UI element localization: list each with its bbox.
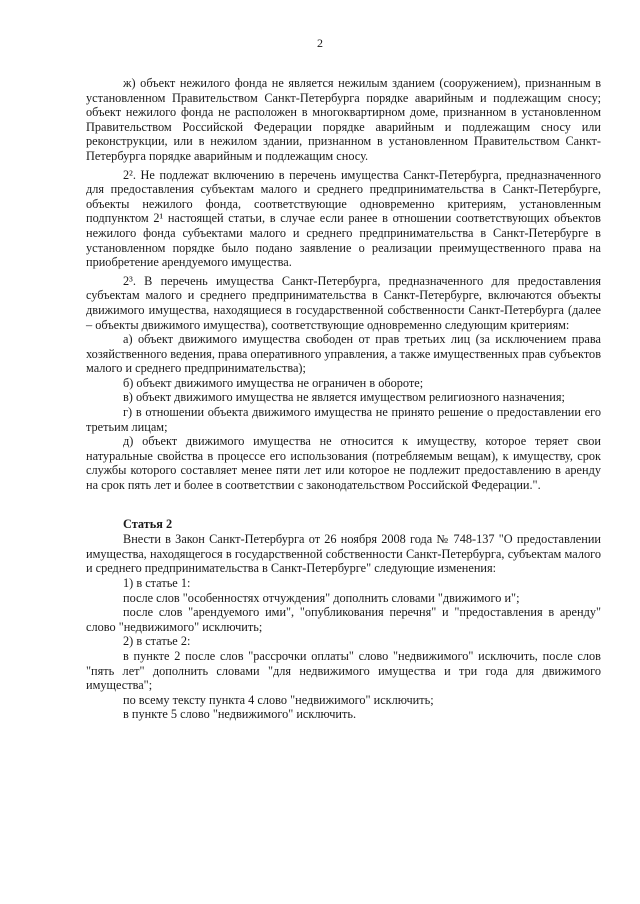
amendment-item-1: 1) в статье 1:: [123, 576, 191, 590]
paragraph-zh: ж) объект нежилого фонда не является нежилым зданием (сооружением), признанным в установленном Правительством Санкт-Петербурга порядке аварийным и подлежащим сносу; объект нежилого фонда не расположен в многоквартирном доме, признанном в установленном Правительством Российской Федерации порядке аварийным и подлежащим сносу или реконструкции, или в нежилом здании, признанном в установленном Правительством Санкт-Петербурга порядке аварийным и подлежащим сносу.: [86, 76, 601, 163]
document-body: [86, 76, 601, 722]
criterion-d: д) объект движимого имущества не относится к имуществу, которое теряет свои натуральные свойства в процессе его использования (потребляемым вещам), к имуществу, срок службы которого составляет менее пяти лет или которое не подлежит предоставлению в аренду на срок пять лет и более в соответствии с законодательством Российской Федерации.".: [86, 434, 601, 493]
amendment-2-a: в пункте 2 после слов "рассрочки оплаты" слово "недвижимого" исключить, после слов "пять лет" дополнить словами "для недвижимого имущества и три года для движимого имущества";: [86, 648, 601, 693]
article-2-intro: Внести в Закон Санкт-Петербурга от 26 ноября 2008 года № 748-137 "О предоставлении имущества, находящегося в государственной собственности Санкт-Петербурга, субъектам малого и среднего предпринимательства в Санкт-Петербурге" следующие изменения:: [86, 532, 601, 576]
paragraph-2-2: 2². Не подлежат включению в перечень имущества Санкт-Петербурга, предназначенного для предоставления субъектам малого и среднего предпринимательства в Санкт-Петербурге, объекты нежилого фонда, соответствующие одновременно критериям, установленным подпунктом 2¹ настоящей статьи, в случае если ранее в отношении соответствующих объектов нежилого фонда субъектами малого и среднего предпринимательства в Санкт-Петербурге в установленном порядке было подано заявление о реализации преимущественного права на приобретение арендуемого имущества.: [86, 167, 601, 270]
amendment-2-c: в пункте 5 слово "недвижимого" исключить.: [123, 707, 357, 722]
paragraph-2-3: 2³. В перечень имущества Санкт-Петербурга, предназначенного для предоставления субъектам малого и среднего предпринимательства в Санкт-Петербурге, включаются объекты движимого имущества, находящиеся в государственной собственности Санкт-Петербурга (далее – объекты движимого имущества), соответствующие одновременно следующим критериям:: [86, 273, 601, 332]
criterion-a: а) объект движимого имущества свободен от прав третьих лиц (за исключением права хозяйственного ведения, права оперативного управления, а также имущественных прав субъектов малого и среднего предпринимательства);: [86, 332, 601, 376]
amendment-1-a: после слов "особенностях отчуждения" дополнить словами "движимого и";: [123, 590, 520, 605]
amendment-1-b: после слов "арендуемого ими", "опубликования перечня" и "предоставления в аренду" слово "недвижимого" исключить;: [86, 605, 601, 634]
amendment-2-b: по всему тексту пункта 4 слово "недвижимого" исключить;: [123, 692, 434, 707]
page-number: 2: [317, 36, 323, 50]
amendment-item-2: 2) в статье 2:: [123, 634, 191, 649]
criterion-v: в) объект движимого имущества не является имуществом религиозного назначения;: [123, 390, 565, 405]
criterion-g: г) в отношении объекта движимого имущества не принято решение о предоставлении его третьим лицам;: [86, 405, 601, 434]
article-2-heading: Статья 2: [123, 516, 173, 531]
criterion-b: б) объект движимого имущества не ограничен в обороте;: [123, 375, 424, 390]
